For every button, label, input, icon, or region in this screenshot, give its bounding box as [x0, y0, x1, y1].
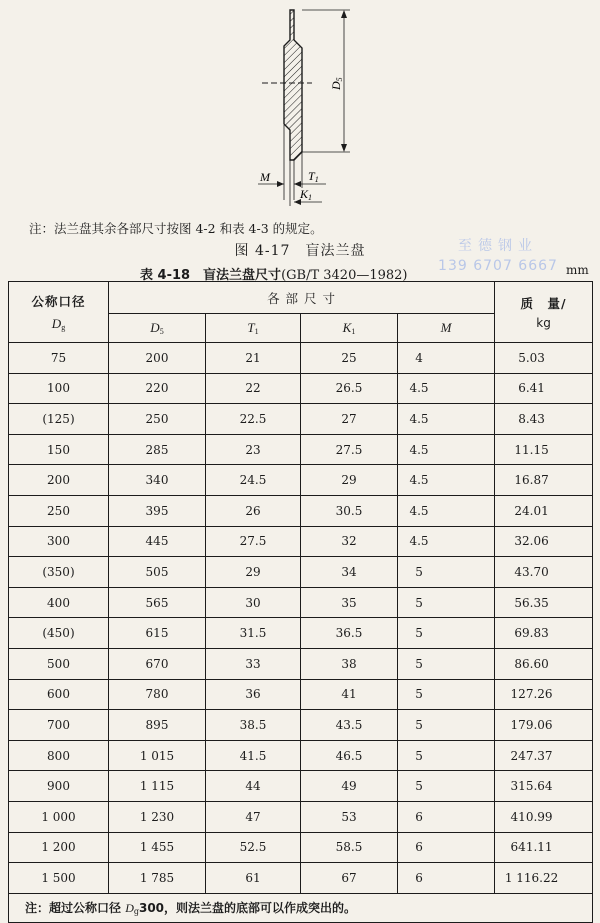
cell-t1: 27.5: [206, 526, 301, 557]
cell-k1: 41: [301, 679, 398, 710]
cell-d5: 895: [109, 710, 206, 741]
cell-nominal-diameter: 500: [9, 648, 109, 679]
cell-t1: 30: [206, 587, 301, 618]
cell-m: 4.5: [398, 465, 495, 496]
cell-d5: 670: [109, 648, 206, 679]
cell-mass: 127.26: [495, 679, 593, 710]
cell-mass: 410.99: [495, 801, 593, 832]
cell-m: 5: [398, 710, 495, 741]
cell-d5: 200: [109, 343, 206, 374]
cell-mass: 641.11: [495, 832, 593, 863]
cell-d5: 220: [109, 373, 206, 404]
cell-t1: 22: [206, 373, 301, 404]
cell-t1: 24.5: [206, 465, 301, 496]
cell-m: 4.5: [398, 495, 495, 526]
cell-nominal-diameter: 1 500: [9, 863, 109, 894]
table-row: [9, 373, 593, 404]
cell-t1: 21: [206, 343, 301, 374]
table-row: [9, 495, 593, 526]
header-d5: $D_5$: [109, 314, 206, 343]
cell-nominal-diameter: (350): [9, 557, 109, 588]
m-label: M: [260, 170, 270, 184]
table-row: [9, 343, 593, 374]
cell-k1: 25: [301, 343, 398, 374]
cell-mass: 56.35: [495, 587, 593, 618]
cell-nominal-diameter: (450): [9, 618, 109, 649]
watermark-phone: 139 6707 6667: [438, 258, 558, 274]
table-row: [9, 587, 593, 618]
cell-nominal-diameter: (125): [9, 404, 109, 435]
cell-nominal-diameter: 1 000: [9, 801, 109, 832]
cell-mass: 5.03: [495, 343, 593, 374]
cell-k1: 53: [301, 801, 398, 832]
cell-k1: 67: [301, 863, 398, 894]
table-row: [9, 832, 593, 863]
cell-d5: 505: [109, 557, 206, 588]
cell-d5: 1 230: [109, 801, 206, 832]
cell-mass: 1 116.22: [495, 863, 593, 894]
cell-d5: 1 015: [109, 740, 206, 771]
cell-d5: 285: [109, 434, 206, 465]
table-row: [9, 465, 593, 496]
table-row: [9, 801, 593, 832]
cell-d5: 780: [109, 679, 206, 710]
cell-m: 5: [398, 679, 495, 710]
t1-label: T1: [308, 169, 319, 184]
cell-mass: 86.60: [495, 648, 593, 679]
cell-t1: 41.5: [206, 740, 301, 771]
table-row: [9, 740, 593, 771]
cell-t1: 33: [206, 648, 301, 679]
cell-t1: 44: [206, 771, 301, 802]
cell-d5: 565: [109, 587, 206, 618]
cell-m: 4.5: [398, 404, 495, 435]
cell-nominal-diameter: 100: [9, 373, 109, 404]
header-t1: $T_1$: [206, 314, 301, 343]
cell-m: 5: [398, 740, 495, 771]
cell-k1: 27: [301, 404, 398, 435]
cell-t1: 23: [206, 434, 301, 465]
cell-mass: 24.01: [495, 495, 593, 526]
header-dg-symbol: $D_g$: [51, 316, 66, 332]
table-row: [9, 526, 593, 557]
cell-mass: 6.41: [495, 373, 593, 404]
cell-d5: 340: [109, 465, 206, 496]
cell-mass: 11.15: [495, 434, 593, 465]
header-m: M: [398, 314, 495, 343]
cell-m: 6: [398, 832, 495, 863]
figure-note: 注：法兰盘其余各部尺寸按图 4-2 和表 4-3 的规定。: [29, 221, 323, 236]
table-row: [9, 404, 593, 435]
cell-d5: 615: [109, 618, 206, 649]
table-row: [9, 618, 593, 649]
cell-t1: 26: [206, 495, 301, 526]
header-mass-unit: kg: [536, 316, 551, 330]
cell-m: 4.5: [398, 434, 495, 465]
flange-profile: [284, 10, 302, 160]
cell-k1: 30.5: [301, 495, 398, 526]
cell-d5: 1 785: [109, 863, 206, 894]
cell-nominal-diameter: 900: [9, 771, 109, 802]
cell-t1: 22.5: [206, 404, 301, 435]
k1-label: K1: [300, 187, 313, 202]
table-row: [9, 710, 593, 741]
cell-d5: 250: [109, 404, 206, 435]
cell-mass: 16.87: [495, 465, 593, 496]
cell-d5: 395: [109, 495, 206, 526]
cell-k1: 43.5: [301, 710, 398, 741]
table-title-standard: (GB/T 3420—1982): [281, 268, 408, 283]
header-nominal-diameter: 公称口径 $D_g$: [9, 282, 109, 343]
figure-caption: 图 4-17 盲法兰盘: [234, 243, 366, 259]
cell-nominal-diameter: 75: [9, 343, 109, 374]
cell-nominal-diameter: 250: [9, 495, 109, 526]
table-row: [9, 434, 593, 465]
table-title-main: 表 4-18 盲法兰盘尺寸: [140, 268, 282, 283]
table-row: [9, 648, 593, 679]
table-row: [9, 679, 593, 710]
blind-flange-drawing: [0, 0, 600, 215]
cell-m: 4.5: [398, 526, 495, 557]
cell-k1: 38: [301, 648, 398, 679]
cell-t1: 36: [206, 679, 301, 710]
d5-label: D5: [329, 77, 344, 90]
cell-nominal-diameter: 800: [9, 740, 109, 771]
cell-m: 5: [398, 587, 495, 618]
cell-k1: 35: [301, 587, 398, 618]
cell-t1: 52.5: [206, 832, 301, 863]
cell-k1: 34: [301, 557, 398, 588]
cell-m: 4.5: [398, 373, 495, 404]
cell-t1: 47: [206, 801, 301, 832]
cell-m: 5: [398, 648, 495, 679]
table-row: [9, 863, 593, 894]
cell-mass: 32.06: [495, 526, 593, 557]
table-row: [9, 557, 593, 588]
cell-m: 5: [398, 557, 495, 588]
table-footnote: 注：超过公称口径 $D_g300$，则法兰盘的底部可以作成突出的。: [9, 893, 593, 922]
cell-m: 5: [398, 618, 495, 649]
table-unit: mm: [566, 263, 589, 277]
cell-nominal-diameter: 150: [9, 434, 109, 465]
cell-k1: 58.5: [301, 832, 398, 863]
cell-mass: 69.83: [495, 618, 593, 649]
header-dimensions: 各 部 尺 寸: [109, 282, 495, 314]
cell-mass: 315.64: [495, 771, 593, 802]
header-k1: $K_1$: [301, 314, 398, 343]
cell-m: 4: [398, 343, 495, 374]
cell-m: 6: [398, 863, 495, 894]
cell-t1: 61: [206, 863, 301, 894]
cell-nominal-diameter: 600: [9, 679, 109, 710]
cell-d5: 1 115: [109, 771, 206, 802]
cell-k1: 49: [301, 771, 398, 802]
cell-nominal-diameter: 300: [9, 526, 109, 557]
cell-mass: 247.37: [495, 740, 593, 771]
cell-k1: 46.5: [301, 740, 398, 771]
cell-d5: 445: [109, 526, 206, 557]
cell-t1: 31.5: [206, 618, 301, 649]
cell-d5: 1 455: [109, 832, 206, 863]
cell-nominal-diameter: 700: [9, 710, 109, 741]
watermark-company: 至德钢业: [458, 238, 538, 254]
cell-mass: 43.70: [495, 557, 593, 588]
cell-k1: 36.5: [301, 618, 398, 649]
cell-m: 5: [398, 771, 495, 802]
cell-nominal-diameter: 200: [9, 465, 109, 496]
cell-t1: 38.5: [206, 710, 301, 741]
cell-nominal-diameter: 400: [9, 587, 109, 618]
cell-nominal-diameter: 1 200: [9, 832, 109, 863]
cell-m: 6: [398, 801, 495, 832]
blind-flange-size-table: [8, 281, 593, 923]
cell-k1: 32: [301, 526, 398, 557]
cell-k1: 27.5: [301, 434, 398, 465]
cell-k1: 26.5: [301, 373, 398, 404]
header-mass: 质 量/ kg: [495, 282, 593, 343]
table-row: [9, 771, 593, 802]
flange-cross-section: [0, 0, 600, 215]
cell-k1: 29: [301, 465, 398, 496]
cell-mass: 8.43: [495, 404, 593, 435]
cell-mass: 179.06: [495, 710, 593, 741]
cell-t1: 29: [206, 557, 301, 588]
